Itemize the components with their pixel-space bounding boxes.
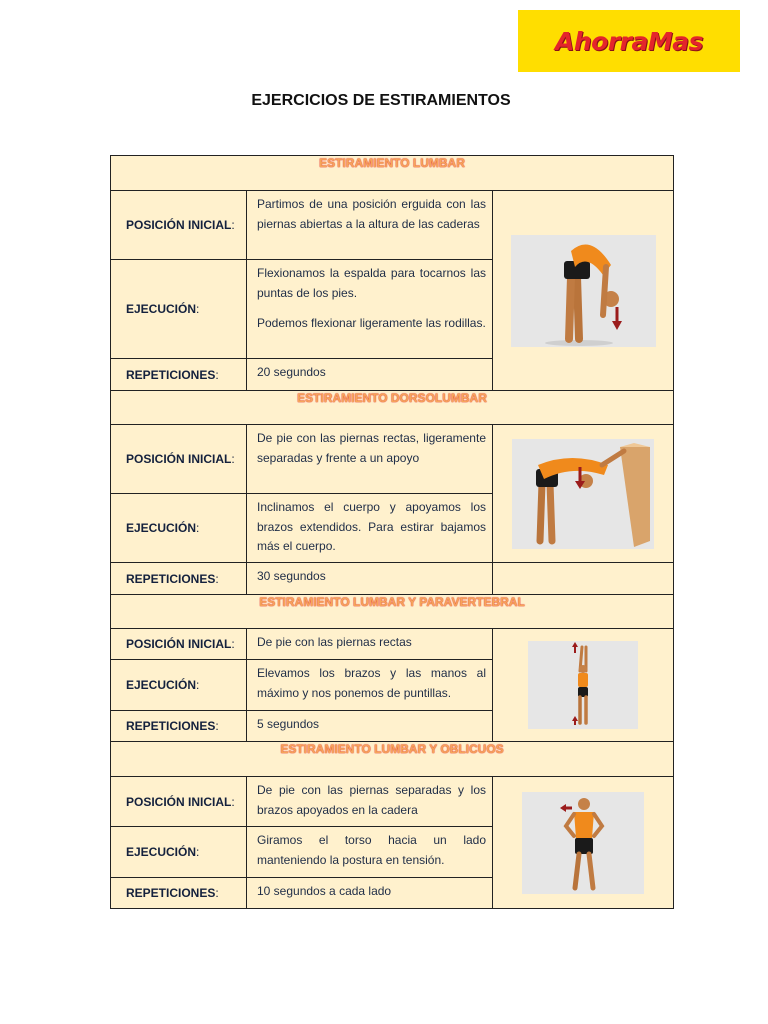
section-header [111,156,674,191]
execution-text: Elevamos los brazos y las manos al máximo y nos ponemos de puntillas. [247,660,493,711]
section-header [111,595,674,629]
wall-support-stretch-figure-icon [512,439,654,549]
table-row [111,629,674,660]
table-row [111,563,674,595]
exercises-table [110,155,674,909]
repetitions-value: 20 segundos [247,359,493,391]
initial-position-text: De pie con las piernas rectas [247,629,493,660]
exercise-image [493,425,674,563]
repetitions-value: 30 segundos [247,563,493,595]
execution-paragraph: Podemos flexionar ligeramente las rodillas. [257,316,486,330]
initial-position-label: POSICIÓN INICIAL: [111,191,247,260]
document-title: EJERCICIOS DE ESTIRAMIENTOS [251,92,511,109]
section-title: ESTIRAMIENTO LUMBAR Y OBLICUOS [111,742,674,777]
ahorramas-logo [518,10,740,72]
logo-text: AhorraMas [555,26,703,56]
execution-paragraph: Flexionamos la espalda para tocarnos las puntas de los pies. [257,266,486,300]
execution-label: EJECUCIÓN: [111,494,247,563]
initial-position-label: POSICIÓN INICIAL: [111,629,247,660]
repetitions-label: REPETICIONES: [111,878,247,909]
execution-text: Giramos el torso hacia un lado manteniendo la postura en tensión. [247,827,493,878]
table-row [111,777,674,827]
repetitions-label: REPETICIONES: [111,563,247,595]
initial-position-text: De pie con las piernas separadas y los brazos apoyados en la cadera [247,777,493,827]
initial-position-text: Partimos de una posición erguida con las piernas abiertas a la altura de las caderas [247,191,493,260]
table-row [111,191,674,260]
execution-label: EJECUCIÓN: [111,827,247,878]
forward-bend-figure-icon [511,235,656,347]
repetitions-label: REPETICIONES: [111,711,247,742]
section-header [111,391,674,425]
repetitions-value: 10 segundos a cada lado [247,878,493,909]
section-title: ESTIRAMIENTO LUMBAR [111,156,674,191]
initial-position-label: POSICIÓN INICIAL: [111,425,247,494]
initial-position-text: De pie con las piernas rectas, ligeramente separadas y frente a un apoyo [247,425,493,494]
arms-up-tiptoe-figure-icon [528,641,638,729]
exercise-image [493,629,674,742]
execution-text [247,260,493,359]
repetitions-value: 5 segundos [247,711,493,742]
execution-label: EJECUCIÓN: [111,660,247,711]
section-title: ESTIRAMIENTO LUMBAR Y PARAVERTEBRAL [111,595,674,629]
execution-text: Inclinamos el cuerpo y apoyamos los brazos extendidos. Para estirar bajamos más el cuerpo. [247,494,493,563]
empty-cell [493,563,674,595]
torso-twist-figure-icon [522,792,644,894]
exercise-image [493,777,674,909]
initial-position-label: POSICIÓN INICIAL: [111,777,247,827]
repetitions-label: REPETICIONES: [111,359,247,391]
section-header [111,742,674,777]
exercise-image [493,191,674,391]
execution-label: EJECUCIÓN: [111,260,247,359]
section-title: ESTIRAMIENTO DORSOLUMBAR [111,391,674,425]
table-row [111,425,674,494]
